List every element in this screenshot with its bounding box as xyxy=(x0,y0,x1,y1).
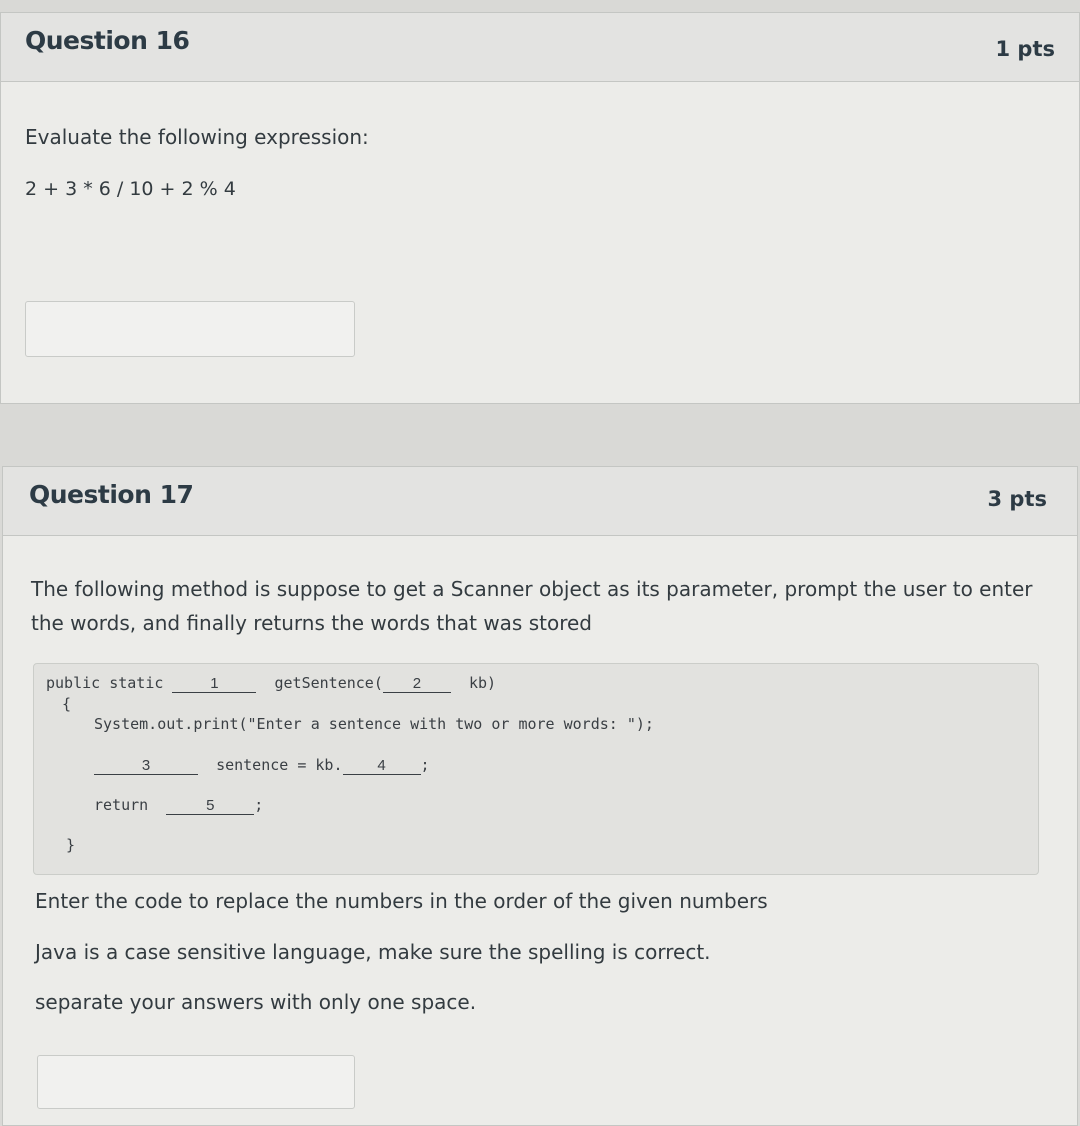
code-open-brace: { xyxy=(62,695,72,713)
question-16-answer-input[interactable] xyxy=(25,301,355,357)
question-16-expression: 2 + 3 * 6 / 10 + 2 % 4 xyxy=(25,178,236,200)
question-17-instruction-2: Java is a case sensitive language, make sure the spelling is correct. xyxy=(35,940,711,964)
question-17-description-line-2: the words, and finally returns the words that was stored xyxy=(31,611,592,635)
question-16-title: Question 16 xyxy=(25,26,190,55)
question-17-instruction-3: separate your answers with only one space. xyxy=(35,990,477,1014)
code-sentence-assign: sentence = kb. xyxy=(216,756,343,774)
code-blank-2: 2 xyxy=(383,676,451,693)
question-17-points: 3 pts xyxy=(987,487,1047,511)
code-semicolon: ; xyxy=(420,756,430,774)
code-line-return xyxy=(94,796,263,815)
question-17-instruction-1: Enter the code to replace the numbers in the order of the given numbers xyxy=(35,889,768,913)
code-param-kb: kb) xyxy=(468,674,497,692)
code-block xyxy=(33,663,1039,875)
question-17-header xyxy=(3,467,1077,536)
code-blank-3: 3 xyxy=(94,758,198,775)
code-print-line: System.out.print("Enter a sentence with two or more words: "); xyxy=(94,715,654,733)
question-17-card xyxy=(2,466,1078,1126)
code-public-static: public static xyxy=(46,674,164,692)
code-return-keyword: return xyxy=(94,796,149,814)
question-16-card xyxy=(0,12,1080,404)
code-blank-5: 5 xyxy=(166,798,254,815)
question-16-points: 1 pts xyxy=(995,37,1055,61)
question-16-prompt: Evaluate the following expression: xyxy=(25,125,369,149)
question-17-title: Question 17 xyxy=(29,480,194,509)
code-blank-4: 4 xyxy=(343,758,421,775)
question-16-header xyxy=(1,13,1079,82)
code-line-assign xyxy=(94,756,430,775)
question-17-answer-input[interactable] xyxy=(37,1055,355,1109)
code-line-signature xyxy=(46,674,496,693)
question-17-description-line-1: The following method is suppose to get a Scanner object as its parameter, prompt the user to enter xyxy=(31,577,1033,601)
code-blank-1: 1 xyxy=(172,676,256,693)
code-method-name: getSentence( xyxy=(274,674,383,692)
code-close-brace: } xyxy=(66,836,76,854)
code-semicolon-return: ; xyxy=(254,796,264,814)
